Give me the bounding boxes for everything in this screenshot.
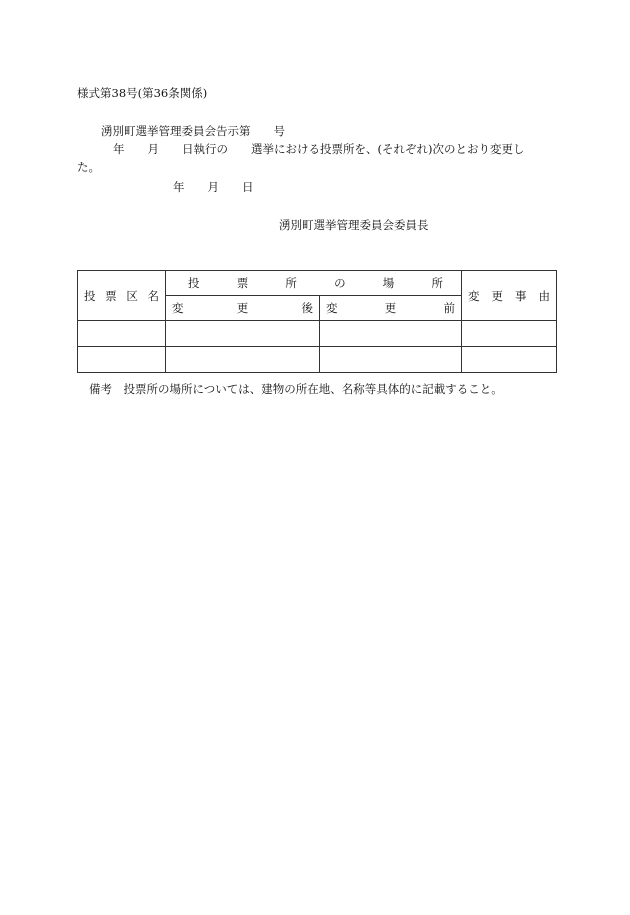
header-after — [166, 296, 320, 321]
header-location-char: 投 — [188, 276, 200, 290]
remarks: 備考 投票所の場所については、建物の所在地、名称等具体的に記載すること。 — [89, 382, 503, 396]
header-location-char: 所 — [285, 276, 297, 290]
header-district — [78, 271, 166, 321]
header-district-char: 名 — [147, 288, 159, 303]
header-after-char: 更 — [236, 301, 249, 315]
header-district-char: 票 — [105, 288, 117, 303]
table-row — [78, 347, 557, 373]
body-line-1: 年 月 日執行の 選挙における投票所を、(それぞれ)次のとおり変更し — [113, 142, 525, 156]
body-line-2: た。 — [77, 160, 100, 174]
table-cell — [166, 347, 320, 373]
table-cell — [78, 347, 166, 373]
header-after-char: 変 — [172, 301, 184, 315]
notice-heading: 湧別町選挙管理委員会告示第 号 — [101, 124, 285, 138]
header-before-char: 前 — [443, 301, 455, 315]
header-location-char: 所 — [431, 276, 443, 290]
table-cell — [320, 347, 462, 373]
polling-change-table — [77, 270, 557, 373]
header-before-char: 変 — [326, 301, 338, 315]
header-location-char: の — [334, 276, 346, 290]
table-cell — [462, 321, 557, 347]
form-number: 様式第38号(第36条関係) — [77, 86, 208, 100]
table-cell — [166, 321, 320, 347]
header-reason-char: 変 — [468, 288, 480, 303]
header-location-char: 票 — [236, 276, 249, 290]
header-location — [166, 271, 462, 296]
table-row — [78, 321, 557, 347]
notice-date: 年 月 日 — [173, 180, 254, 194]
table-cell — [320, 321, 462, 347]
header-before — [320, 296, 462, 321]
header-reason-char: 更 — [491, 288, 503, 303]
header-reason — [462, 271, 557, 321]
header-district-char: 区 — [126, 288, 138, 303]
header-location-char: 場 — [382, 276, 395, 290]
table-cell — [78, 321, 166, 347]
signatory: 湧別町選挙管理委員会委員長 — [279, 218, 429, 232]
header-after-char: 後 — [301, 301, 313, 315]
table-cell — [462, 347, 557, 373]
header-before-char: 更 — [384, 301, 397, 315]
header-reason-char: 由 — [538, 288, 550, 303]
header-district-char: 投 — [84, 288, 96, 303]
header-reason-char: 事 — [515, 288, 527, 303]
